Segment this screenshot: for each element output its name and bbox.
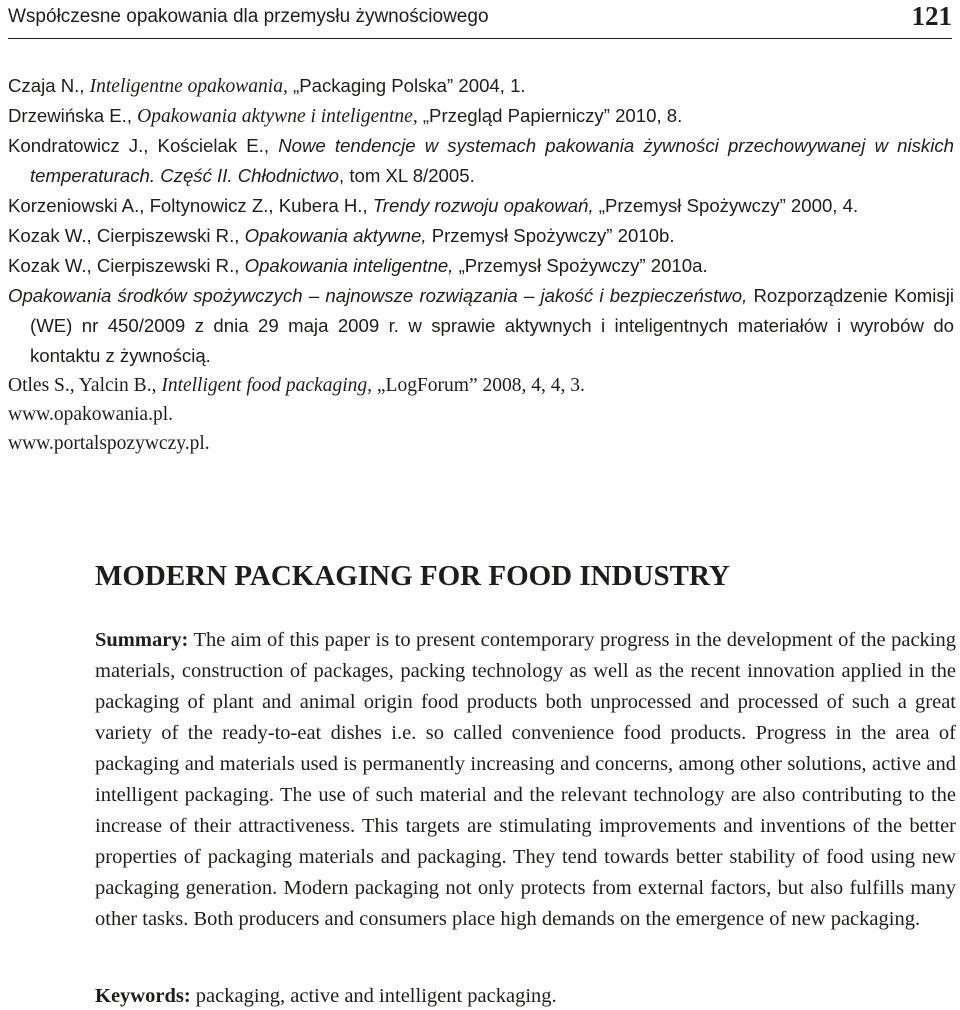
summary-label: Summary: — [95, 629, 189, 651]
reference-link[interactable]: www.opakowania.pl. — [8, 404, 173, 425]
reference-item: Czaja N., Inteligentne opakowania, „Packaging Polska” 2004, 1. — [8, 75, 526, 97]
reference-item: Drzewińska E., Opakowania aktywne i inteligentne, „Przegląd Papierniczy” 2010, 8. — [8, 105, 683, 127]
reference-item: Kozak W., Cierpiszewski R., Opakowania inteligentne, „Przemysł Spożywczy” 2010a. — [8, 255, 708, 276]
reference-item: Opakowania środków spożywczych – najnowsze rozwiązania – jakość i bezpieczeństwo, Rozporządzenie Komisji (WE) nr 450/2009 z dnia 29 maja 2009 r. w sprawie aktywnych i inteligentnych materiałów i wyrobów do kontaktu z żywnością. — [8, 285, 954, 366]
reference-item: Kondratowicz J., Kościelak E., Nowe tendencje w systemach pakowania żywności przechowywanej w niskich temperaturach. Część II. Chłodnictwo, tom XL 8/2005. — [8, 135, 954, 186]
summary-heading: MODERN PACKAGING FOR FOOD INDUSTRY — [95, 560, 730, 592]
keywords-label: Keywords: — [95, 985, 191, 1007]
reference-item: Korzeniowski A., Foltynowicz Z., Kubera H., Trendy rozwoju opakowań, „Przemysł Spożywczy” 2000, 4. — [8, 195, 859, 216]
summary-text: The aim of this paper is to present contemporary progress in the development of the packing materials, construction of packages, packing technology as well as the recent innovation applied in the packaging of plant and animal origin food products both unprocessed and processed of such a great variety of the ready-to-eat dishes i.e. so called convenience food products. Progress in the area of packaging and materials used is permanently increasing and concerns, among other solutions, active and intelligent packaging. The use of such material and the relevant technology are also contributing to the increase of their attractiveness. This targets are stimulating improvements and inventions of the better properties of packaging materials and packaging. They tend towards better stability of food using new packaging generation. Modern packaging not only protects from external factors, but also fulfills many other tasks. Both producers and consumers place high demands on the emergence of new packaging. — [95, 629, 956, 930]
reference-link[interactable]: www.portalspozywczy.pl. — [8, 433, 210, 454]
reference-item: Otles S., Yalcin B., Intelligent food packaging, „LogForum” 2008, 4, 4, 3. — [8, 375, 585, 396]
keywords-paragraph — [95, 982, 956, 1010]
keywords-text: packaging, active and intelligent packaging. — [190, 985, 557, 1007]
running-header-title: Współczesne opakowania dla przemysłu żywnościowego — [8, 6, 489, 27]
reference-list — [8, 71, 954, 458]
summary-paragraph — [95, 625, 956, 935]
running-header — [8, 0, 952, 39]
page-number: 121 — [911, 1, 952, 31]
reference-item: Kozak W., Cierpiszewski R., Opakowania aktywne, Przemysł Spożywczy” 2010b. — [8, 225, 675, 246]
